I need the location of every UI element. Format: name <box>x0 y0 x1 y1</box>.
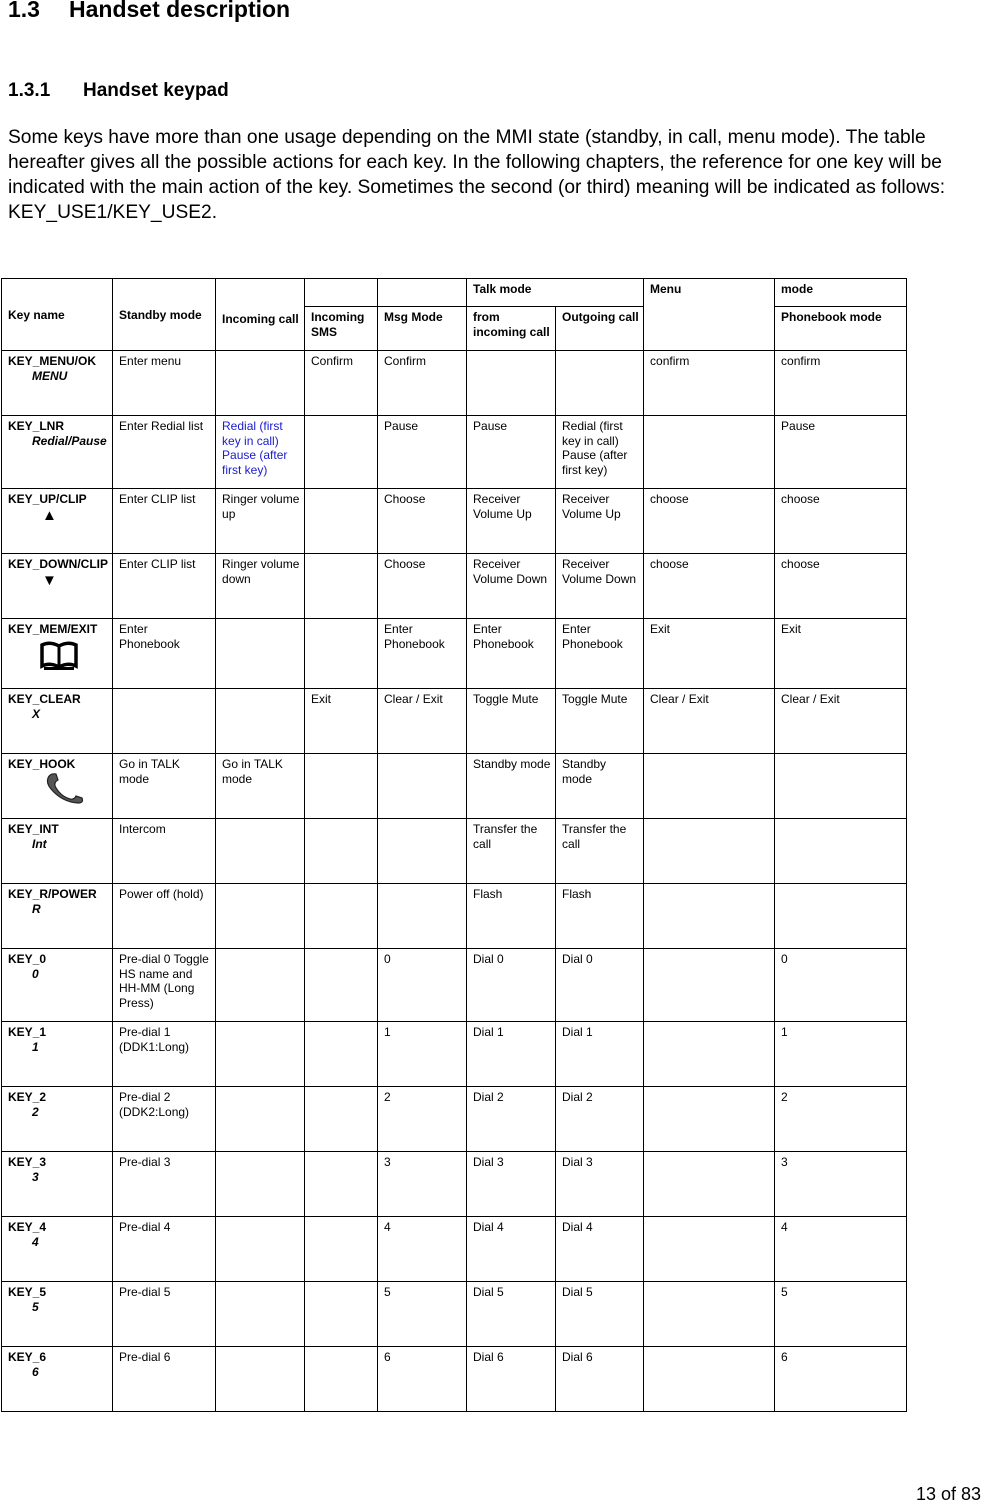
table-cell: Dial 6 <box>467 1347 556 1412</box>
table-row <box>2 416 907 489</box>
table-row <box>2 819 907 884</box>
key-alias: 0 <box>32 966 39 981</box>
key-name-cell <box>2 351 113 416</box>
key-name: KEY_HOOK <box>8 757 76 771</box>
table-cell: Exit <box>775 619 907 689</box>
handset-hook-icon <box>8 772 108 808</box>
key-name: KEY_0 <box>8 952 47 966</box>
table-row <box>2 754 907 819</box>
section-title: Handset description <box>69 0 291 22</box>
table-cell: Transfer the call <box>467 819 556 884</box>
key-alias: X <box>32 706 41 721</box>
table-cell: Exit <box>305 689 378 754</box>
table-cell <box>644 1087 775 1152</box>
table-cell: 5 <box>775 1282 907 1347</box>
table-cell: Confirm <box>305 351 378 416</box>
key-name: KEY_UP/CLIP <box>8 492 87 506</box>
table-cell <box>378 819 467 884</box>
table-cell: choose <box>644 489 775 554</box>
table-cell: Enter menu <box>113 351 216 416</box>
table-cell <box>378 754 467 819</box>
key-name-cell <box>2 619 113 689</box>
table-row <box>2 351 907 416</box>
table-row <box>2 1347 907 1412</box>
down-arrow-icon: ▼ <box>42 571 57 589</box>
key-name-cell <box>2 1217 113 1282</box>
table-cell <box>216 1022 305 1087</box>
subsection-number: 1.3.1 <box>8 80 51 101</box>
table-cell <box>467 351 556 416</box>
table-cell: Dial 5 <box>467 1282 556 1347</box>
table-cell <box>305 416 378 489</box>
table-cell <box>644 884 775 949</box>
table-cell: 4 <box>775 1217 907 1282</box>
key-name-cell <box>2 949 113 1022</box>
table-cell: Dial 3 <box>556 1152 644 1217</box>
table-cell: confirm <box>775 351 907 416</box>
table-cell <box>216 1152 305 1217</box>
key-name: KEY_2 <box>8 1090 47 1104</box>
table-cell <box>556 351 644 416</box>
table-cell: Dial 1 <box>556 1022 644 1087</box>
key-alias: Int <box>32 836 47 851</box>
table-cell: 3 <box>378 1152 467 1217</box>
table-cell: Standby mode <box>467 754 556 819</box>
key-name: KEY_6 <box>8 1350 47 1364</box>
key-name: KEY_R/POWER <box>8 887 97 901</box>
table-cell: 5 <box>378 1282 467 1347</box>
table-cell: Pre-dial 6 <box>113 1347 216 1412</box>
table-row <box>2 884 907 949</box>
table-cell: choose <box>644 554 775 619</box>
table-cell: 0 <box>378 949 467 1022</box>
table-row <box>2 1217 907 1282</box>
table-cell: 2 <box>775 1087 907 1152</box>
table-cell <box>305 819 378 884</box>
table-cell <box>378 884 467 949</box>
table-cell: Dial 5 <box>556 1282 644 1347</box>
header-from-incoming: from incoming call <box>467 307 556 351</box>
table-cell <box>113 689 216 754</box>
table-cell <box>305 884 378 949</box>
table-cell <box>305 1022 378 1087</box>
table-cell: 4 <box>378 1217 467 1282</box>
table-cell: Pre-dial 2 (DDK2:Long) <box>113 1087 216 1152</box>
key-name: KEY_1 <box>8 1025 47 1039</box>
table-cell: Enter Redial list <box>113 416 216 489</box>
key-name-cell <box>2 754 113 819</box>
subsection-title: Handset keypad <box>83 80 229 101</box>
header-talk-mode: Talk mode <box>467 279 644 307</box>
header-incoming-sms: Incoming SMS <box>305 307 378 351</box>
table-cell: Dial 6 <box>556 1347 644 1412</box>
header-blank <box>305 279 378 307</box>
table-cell <box>305 1347 378 1412</box>
table-cell: Receiver Volume Up <box>467 489 556 554</box>
table-cell: choose <box>775 554 907 619</box>
table-cell <box>216 949 305 1022</box>
table-cell: Enter Phonebook <box>113 619 216 689</box>
table-cell: Power off (hold) <box>113 884 216 949</box>
key-name-cell <box>2 819 113 884</box>
key-name-cell <box>2 489 113 554</box>
table-cell: Dial 2 <box>556 1087 644 1152</box>
table-cell: Dial 1 <box>467 1022 556 1087</box>
table-cell <box>305 489 378 554</box>
key-name: KEY_INT <box>8 822 59 836</box>
table-cell: Pre-dial 1 (DDK1:Long) <box>113 1022 216 1087</box>
table-cell <box>216 351 305 416</box>
table-cell <box>305 1282 378 1347</box>
table-row <box>2 949 907 1022</box>
key-name-cell <box>2 1022 113 1087</box>
table-cell: Intercom <box>113 819 216 884</box>
key-name: KEY_DOWN/CLIP <box>8 557 109 571</box>
key-name: KEY_MENU/OK <box>8 354 97 368</box>
key-alias: 4 <box>32 1234 39 1249</box>
table-cell <box>775 884 907 949</box>
table-cell <box>775 754 907 819</box>
table-cell: Exit <box>644 619 775 689</box>
table-cell: Dial 4 <box>467 1217 556 1282</box>
table-cell: 1 <box>378 1022 467 1087</box>
key-name-cell <box>2 689 113 754</box>
table-cell: Dial 3 <box>467 1152 556 1217</box>
table-cell: Clear / Exit <box>644 689 775 754</box>
key-name-cell <box>2 1282 113 1347</box>
key-alias: 5 <box>32 1299 39 1314</box>
table-cell <box>216 1217 305 1282</box>
table-cell: 3 <box>775 1152 907 1217</box>
table-cell: Flash <box>556 884 644 949</box>
table-cell <box>644 1282 775 1347</box>
table-row <box>2 1152 907 1217</box>
table-cell: Pause <box>378 416 467 489</box>
key-name: KEY_CLEAR <box>8 692 81 706</box>
table-cell: Enter CLIP list <box>113 489 216 554</box>
table-cell: Go in TALK mode <box>113 754 216 819</box>
table-cell <box>216 1282 305 1347</box>
intro-paragraph: Some keys have more than one usage depending on the MMI state (standby, in call, menu mode). The table hereafter gives all the possible actions for each key. In the following chapters, the reference for one key will be indicated with the main action of the key. Sometimes the second (or third) meaning will be indicated as follows: KEY_USE1/KEY_USE2. <box>8 127 946 223</box>
table-row <box>2 1282 907 1347</box>
table-cell: Clear / Exit <box>775 689 907 754</box>
table-cell: Dial 4 <box>556 1217 644 1282</box>
key-alias: 6 <box>32 1364 39 1379</box>
table-row <box>2 489 907 554</box>
table-cell: Pre-dial 5 <box>113 1282 216 1347</box>
table-row <box>2 1087 907 1152</box>
table-cell: Dial 0 <box>467 949 556 1022</box>
table-cell <box>305 1152 378 1217</box>
table-cell <box>216 689 305 754</box>
table-cell: 6 <box>775 1347 907 1412</box>
header-mode: mode <box>775 279 907 307</box>
table-cell <box>644 1347 775 1412</box>
table-cell <box>305 754 378 819</box>
header-key-name: Key name <box>2 279 113 351</box>
table-cell <box>644 416 775 489</box>
table-cell <box>644 1217 775 1282</box>
table-cell: Enter CLIP list <box>113 554 216 619</box>
header-outgoing: Outgoing call <box>556 307 644 351</box>
handset-hook-icon <box>44 772 90 804</box>
key-name: KEY_LNR <box>8 419 65 433</box>
table-row <box>2 554 907 619</box>
up-arrow-icon: ▲ <box>42 506 57 524</box>
header-blank <box>378 279 467 307</box>
table-cell: Pre-dial 3 <box>113 1152 216 1217</box>
header-standby: Standby mode <box>113 279 216 351</box>
table-cell: Choose <box>378 489 467 554</box>
header-msg-mode: Msg Mode <box>378 307 467 351</box>
table-cell <box>644 1152 775 1217</box>
table-cell: Confirm <box>378 351 467 416</box>
table-cell: Pause <box>775 416 907 489</box>
table-row <box>2 689 907 754</box>
header-menu: Menu <box>644 279 775 351</box>
table-cell <box>305 949 378 1022</box>
table-cell: Ringer volume down <box>216 554 305 619</box>
table-cell: Enter Phonebook <box>467 619 556 689</box>
key-alias: 2 <box>32 1104 39 1119</box>
key-alias: R <box>32 901 41 916</box>
header-incoming-call: Incoming call <box>216 279 305 351</box>
key-alias: 1 <box>32 1039 39 1054</box>
section-number: 1.3 <box>8 0 40 22</box>
table-cell: choose <box>775 489 907 554</box>
key-name-cell <box>2 1087 113 1152</box>
table-cell <box>305 1087 378 1152</box>
table-cell <box>644 819 775 884</box>
header-phonebook: Phonebook mode <box>775 307 907 351</box>
header-row-group <box>2 279 907 307</box>
key-name: KEY_MEM/EXIT <box>8 622 98 636</box>
table-cell: Choose <box>378 554 467 619</box>
phonebook-icon <box>8 641 108 675</box>
table-cell: Pause <box>467 416 556 489</box>
table-cell: Standby mode <box>556 754 644 819</box>
table-cell: confirm <box>644 351 775 416</box>
table-row <box>2 619 907 689</box>
key-name-cell <box>2 416 113 489</box>
table-cell: Toggle Mute <box>556 689 644 754</box>
table-cell: Enter Phonebook <box>378 619 467 689</box>
table-cell <box>644 949 775 1022</box>
table-cell: Pre-dial 4 <box>113 1217 216 1282</box>
table-cell <box>644 1022 775 1087</box>
table-cell: Redial (first key in call) Pause (after first key) <box>216 416 305 489</box>
table-cell: 1 <box>775 1022 907 1087</box>
key-name: KEY_4 <box>8 1220 47 1234</box>
table-cell: Redial (first key in call) Pause (after first key) <box>556 416 644 489</box>
table-cell <box>216 1087 305 1152</box>
key-alias: MENU <box>32 368 68 383</box>
key-name: KEY_3 <box>8 1155 47 1169</box>
table-cell: Clear / Exit <box>378 689 467 754</box>
key-name: KEY_5 <box>8 1285 47 1299</box>
subsection-heading <box>8 80 229 102</box>
key-name-cell <box>2 884 113 949</box>
table-cell <box>305 619 378 689</box>
table-cell <box>216 619 305 689</box>
table-cell: 0 <box>775 949 907 1022</box>
table-cell: Enter Phonebook <box>556 619 644 689</box>
key-name-cell <box>2 554 113 619</box>
table-cell: Toggle Mute <box>467 689 556 754</box>
table-cell <box>305 554 378 619</box>
table-cell: Go in TALK mode <box>216 754 305 819</box>
table-cell <box>775 819 907 884</box>
section-heading <box>8 0 290 23</box>
key-alias: 3 <box>32 1169 39 1184</box>
key-alias: Redial/Pause <box>32 433 107 448</box>
keypad-table <box>1 278 907 1412</box>
table-cell: 2 <box>378 1087 467 1152</box>
table-cell: Receiver Volume Down <box>467 554 556 619</box>
table-cell <box>216 884 305 949</box>
table-cell <box>644 754 775 819</box>
key-name-cell <box>2 1152 113 1217</box>
table-cell: Receiver Volume Down <box>556 554 644 619</box>
table-cell: Dial 0 <box>556 949 644 1022</box>
table-cell <box>216 1347 305 1412</box>
table-cell: Dial 2 <box>467 1087 556 1152</box>
table-cell: Transfer the call <box>556 819 644 884</box>
table-cell: 6 <box>378 1347 467 1412</box>
table-cell: Receiver Volume Up <box>556 489 644 554</box>
page-number: 13 of 83 <box>915 1484 981 1504</box>
table-cell <box>305 1217 378 1282</box>
table-cell: Pre-dial 0 Toggle HS name and HH-MM (Long Press) <box>113 949 216 1022</box>
key-name-cell <box>2 1347 113 1412</box>
table-cell: Flash <box>467 884 556 949</box>
table-row <box>2 1022 907 1087</box>
phonebook-icon <box>40 641 78 671</box>
table-cell <box>216 819 305 884</box>
table-cell: Ringer volume up <box>216 489 305 554</box>
